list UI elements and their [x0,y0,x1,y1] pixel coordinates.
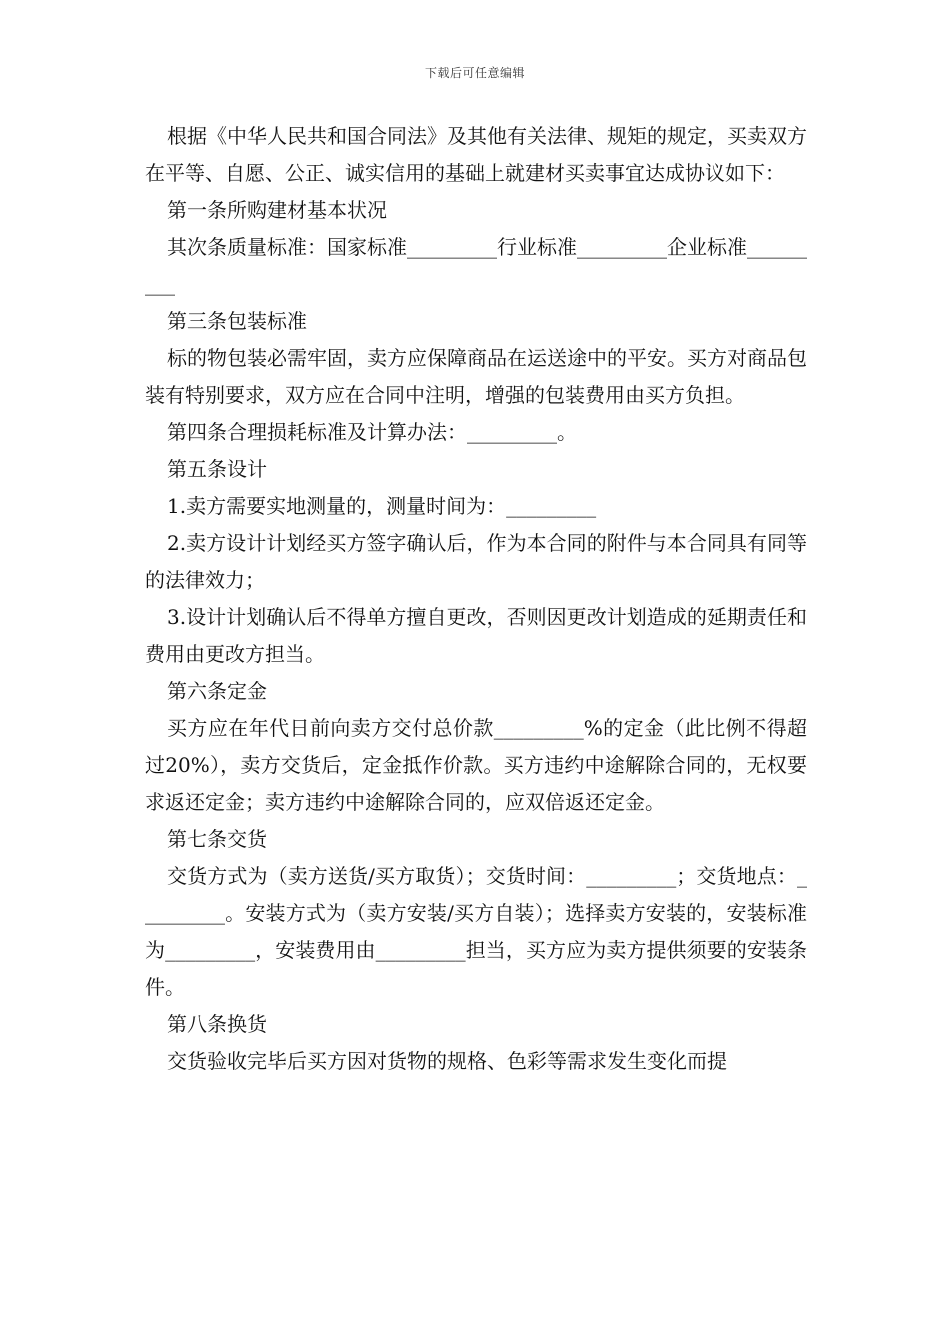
article-3-paragraph: 标的物包装必需牢固，卖方应保障商品在运送途中的平安。买方对商品包装有特别要求，双方应在合同中注明，增强的包装费用由买方负担。 [145,346,807,407]
article-5-item-2: 2.卖方设计计划经买方签字确认后，作为本合同的附件与本合同具有同等的法律效力； [145,531,807,592]
article-4-heading: 第四条合理损耗标准及计算办法：_________。 [167,420,577,444]
article-3-heading: 第三条包装标准 [167,309,307,333]
article-8-paragraph: 交货验收完毕后买方因对货物的规格、色彩等需求发生变化而提 [167,1049,727,1073]
article-7-paragraph: 交货方式为（卖方送货/买方取货）；交货时间：_________；交货地点：_________。安装方式为（卖方安装/买方自装）；选择卖方安装的，安装标准为_________，安装费用由_________担当，买方应为卖方提供须要的安装条件。 [145,864,807,999]
page-header: 下载后可任意编辑 [424,66,525,80]
article-2-paragraph: 其次条质量标准：国家标准_________行业标准_________企业标准_________ [145,235,807,296]
article-8-heading: 第八条换货 [167,1012,267,1036]
intro-paragraph: 根据《中华人民共和国合同法》及其他有关法律、规矩的规定，买卖双方在平等、自愿、公正、诚实信用的基础上就建材买卖事宜达成协议如下： [145,124,807,185]
document-body [145,118,807,1080]
article-5-heading: 第五条设计 [167,457,267,481]
article-6-heading: 第六条定金 [167,679,267,703]
article-1-heading: 第一条所购建材基本状况 [167,198,387,222]
article-5-item-3: 3.设计计划确认后不得单方擅自更改，否则因更改计划造成的延期责任和费用由更改方担当。 [145,605,807,666]
article-6-paragraph: 买方应在年代日前向卖方交付总价款_________%的定金（此比例不得超过20%），卖方交货后，定金抵作价款。买方违约中途解除合同的，无权要求返还定金；卖方违约中途解除合同的，应双倍返还定金。 [145,716,807,814]
article-7-heading: 第七条交货 [167,827,267,851]
article-5-item-1: 1.卖方需要实地测量的，测量时间为：_________ [167,494,597,518]
